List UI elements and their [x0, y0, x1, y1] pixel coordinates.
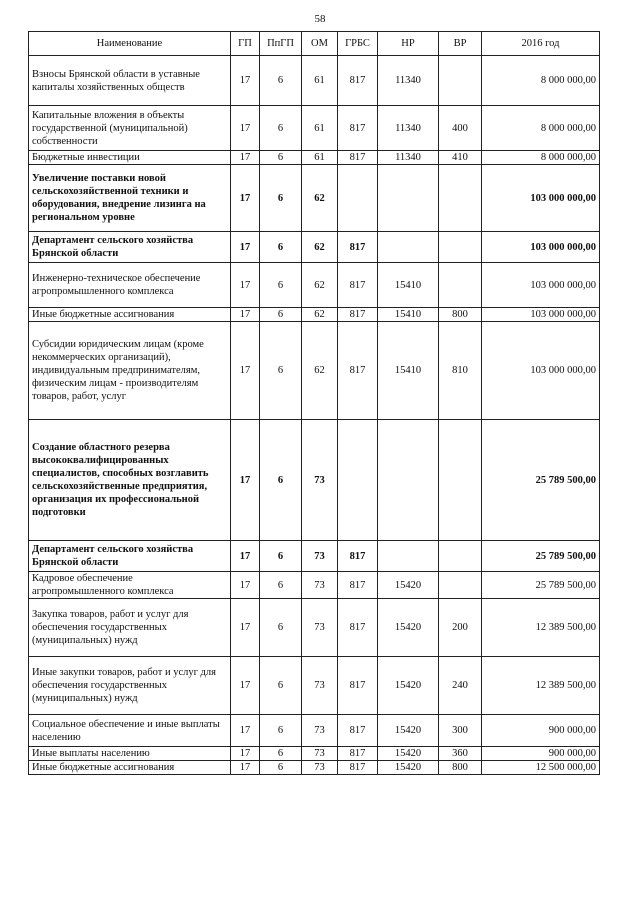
header-nr: НР — [378, 32, 439, 56]
cell-vr: 240 — [439, 657, 482, 715]
cell-vr: 360 — [439, 747, 482, 761]
cell-ppgp: 6 — [260, 263, 302, 308]
cell-vr — [439, 541, 482, 572]
cell-ppgp: 6 — [260, 747, 302, 761]
table-header-row — [29, 32, 600, 56]
cell-amount: 103 000 000,00 — [482, 263, 600, 308]
cell-grbs: 817 — [338, 541, 378, 572]
cell-grbs: 817 — [338, 263, 378, 308]
cell-gp: 17 — [231, 747, 260, 761]
cell-om: 73 — [302, 541, 338, 572]
cell-nr: 15420 — [378, 599, 439, 657]
cell-nr — [378, 420, 439, 541]
cell-amount: 12 389 500,00 — [482, 657, 600, 715]
cell-gp: 17 — [231, 541, 260, 572]
table-row — [29, 541, 600, 572]
cell-om: 73 — [302, 599, 338, 657]
cell-grbs: 817 — [338, 599, 378, 657]
cell-nr: 15420 — [378, 715, 439, 747]
cell-vr — [439, 420, 482, 541]
cell-gp: 17 — [231, 151, 260, 165]
cell-nr — [378, 541, 439, 572]
cell-gp: 17 — [231, 761, 260, 775]
header-grbs: ГРБС — [338, 32, 378, 56]
cell-gp: 17 — [231, 263, 260, 308]
cell-vr: 400 — [439, 106, 482, 151]
table-row — [29, 761, 600, 775]
cell-om: 62 — [302, 263, 338, 308]
table-row — [29, 263, 600, 308]
cell-vr: 810 — [439, 322, 482, 420]
cell-name: Иные бюджетные ассигнования — [29, 308, 231, 322]
cell-nr: 15420 — [378, 747, 439, 761]
cell-nr — [378, 165, 439, 232]
cell-ppgp: 6 — [260, 657, 302, 715]
cell-ppgp: 6 — [260, 308, 302, 322]
cell-ppgp: 6 — [260, 151, 302, 165]
cell-gp: 17 — [231, 599, 260, 657]
cell-om: 62 — [302, 308, 338, 322]
table-row — [29, 715, 600, 747]
cell-amount: 25 789 500,00 — [482, 572, 600, 599]
table-row — [29, 151, 600, 165]
cell-vr: 410 — [439, 151, 482, 165]
cell-name: Кадровое обеспечение агропромышленного комплекса — [29, 572, 231, 599]
cell-name: Иные бюджетные ассигнования — [29, 761, 231, 775]
cell-name: Капитальные вложения в объекты государственной (муниципальной) собственности — [29, 106, 231, 151]
cell-vr — [439, 263, 482, 308]
cell-name: Департамент сельского хозяйства Брянской области — [29, 541, 231, 572]
cell-amount: 103 000 000,00 — [482, 165, 600, 232]
table-row — [29, 232, 600, 263]
cell-ppgp: 6 — [260, 420, 302, 541]
header-vr: ВР — [439, 32, 482, 56]
cell-name: Иные закупки товаров, работ и услуг для обеспечения государственных (муниципальных) нужд — [29, 657, 231, 715]
cell-name: Департамент сельского хозяйства Брянской области — [29, 232, 231, 263]
header-om: ОМ — [302, 32, 338, 56]
cell-amount: 103 000 000,00 — [482, 232, 600, 263]
cell-vr — [439, 56, 482, 106]
cell-amount: 12 500 000,00 — [482, 761, 600, 775]
table-row — [29, 572, 600, 599]
cell-grbs: 817 — [338, 322, 378, 420]
cell-om: 62 — [302, 232, 338, 263]
cell-nr: 15420 — [378, 572, 439, 599]
cell-name: Инженерно-техническое обеспечение агропромышленного комплекса — [29, 263, 231, 308]
cell-nr: 11340 — [378, 151, 439, 165]
cell-om: 62 — [302, 322, 338, 420]
table-row — [29, 420, 600, 541]
cell-ppgp: 6 — [260, 106, 302, 151]
cell-om: 61 — [302, 151, 338, 165]
cell-ppgp: 6 — [260, 572, 302, 599]
cell-gp: 17 — [231, 322, 260, 420]
cell-ppgp: 6 — [260, 715, 302, 747]
cell-gp: 17 — [231, 715, 260, 747]
cell-nr: 15410 — [378, 308, 439, 322]
cell-nr: 11340 — [378, 106, 439, 151]
cell-vr — [439, 232, 482, 263]
cell-gp: 17 — [231, 106, 260, 151]
cell-ppgp: 6 — [260, 322, 302, 420]
table-row — [29, 165, 600, 232]
cell-nr: 15410 — [378, 322, 439, 420]
cell-nr: 15410 — [378, 263, 439, 308]
cell-name: Увеличение поставки новой сельскохозяйственной техники и оборудования, внедрение лизинга на региональном уровне — [29, 165, 231, 232]
cell-gp: 17 — [231, 572, 260, 599]
cell-amount: 12 389 500,00 — [482, 599, 600, 657]
cell-grbs: 817 — [338, 308, 378, 322]
table-row — [29, 599, 600, 657]
cell-om: 73 — [302, 420, 338, 541]
cell-amount: 103 000 000,00 — [482, 308, 600, 322]
table-body — [29, 56, 600, 775]
cell-nr: 15420 — [378, 761, 439, 775]
cell-gp: 17 — [231, 232, 260, 263]
cell-amount: 900 000,00 — [482, 747, 600, 761]
cell-grbs — [338, 165, 378, 232]
table-row — [29, 747, 600, 761]
cell-ppgp: 6 — [260, 232, 302, 263]
cell-ppgp: 6 — [260, 541, 302, 572]
header-year: 2016 год — [482, 32, 600, 56]
cell-amount: 25 789 500,00 — [482, 420, 600, 541]
cell-ppgp: 6 — [260, 761, 302, 775]
cell-grbs: 817 — [338, 657, 378, 715]
table-row — [29, 322, 600, 420]
cell-vr: 300 — [439, 715, 482, 747]
header-gp: ГП — [231, 32, 260, 56]
table-row — [29, 308, 600, 322]
cell-gp: 17 — [231, 420, 260, 541]
cell-om: 73 — [302, 761, 338, 775]
cell-amount: 103 000 000,00 — [482, 322, 600, 420]
cell-grbs: 817 — [338, 106, 378, 151]
table-row — [29, 657, 600, 715]
cell-amount: 8 000 000,00 — [482, 56, 600, 106]
table-row — [29, 106, 600, 151]
cell-nr: 15420 — [378, 657, 439, 715]
cell-grbs: 817 — [338, 715, 378, 747]
cell-om: 73 — [302, 572, 338, 599]
cell-gp: 17 — [231, 56, 260, 106]
cell-om: 73 — [302, 657, 338, 715]
cell-om: 73 — [302, 747, 338, 761]
cell-gp: 17 — [231, 165, 260, 232]
cell-vr: 200 — [439, 599, 482, 657]
cell-name: Взносы Брянской области в уставные капиталы хозяйственных обществ — [29, 56, 231, 106]
cell-grbs: 817 — [338, 761, 378, 775]
cell-amount: 25 789 500,00 — [482, 541, 600, 572]
table-row — [29, 56, 600, 106]
page-number: 58 — [314, 13, 326, 25]
cell-nr — [378, 232, 439, 263]
cell-ppgp: 6 — [260, 56, 302, 106]
cell-name: Социальное обеспечение и иные выплаты населению — [29, 715, 231, 747]
cell-om: 62 — [302, 165, 338, 232]
cell-om: 61 — [302, 106, 338, 151]
cell-name: Иные выплаты населению — [29, 747, 231, 761]
cell-name: Бюджетные инвестиции — [29, 151, 231, 165]
cell-grbs: 817 — [338, 747, 378, 761]
cell-name: Закупка товаров, работ и услуг для обеспечения государственных (муниципальных) нужд — [29, 599, 231, 657]
cell-om: 73 — [302, 715, 338, 747]
cell-grbs: 817 — [338, 151, 378, 165]
cell-vr — [439, 165, 482, 232]
cell-vr — [439, 572, 482, 599]
cell-grbs: 817 — [338, 572, 378, 599]
budget-table — [28, 31, 600, 775]
cell-name: Создание областного резерва высококвалифицированных специалистов, способных возглавить сельскохозяйственные предприятия, организация их профессиональной подготовки — [29, 420, 231, 541]
cell-vr: 800 — [439, 761, 482, 775]
cell-gp: 17 — [231, 657, 260, 715]
cell-name: Субсидии юридическим лицам (кроме некоммерческих организаций), индивидуальным предпринимателям, физическим лицам - производителям товаров, работ, услуг — [29, 322, 231, 420]
cell-amount: 900 000,00 — [482, 715, 600, 747]
cell-nr: 11340 — [378, 56, 439, 106]
header-name: Наименование — [29, 32, 231, 56]
cell-grbs: 817 — [338, 56, 378, 106]
cell-ppgp: 6 — [260, 599, 302, 657]
cell-grbs: 817 — [338, 232, 378, 263]
cell-amount: 8 000 000,00 — [482, 106, 600, 151]
cell-gp: 17 — [231, 308, 260, 322]
cell-grbs — [338, 420, 378, 541]
cell-amount: 8 000 000,00 — [482, 151, 600, 165]
cell-om: 61 — [302, 56, 338, 106]
header-ppgp: ПпГП — [260, 32, 302, 56]
cell-vr: 800 — [439, 308, 482, 322]
cell-ppgp: 6 — [260, 165, 302, 232]
